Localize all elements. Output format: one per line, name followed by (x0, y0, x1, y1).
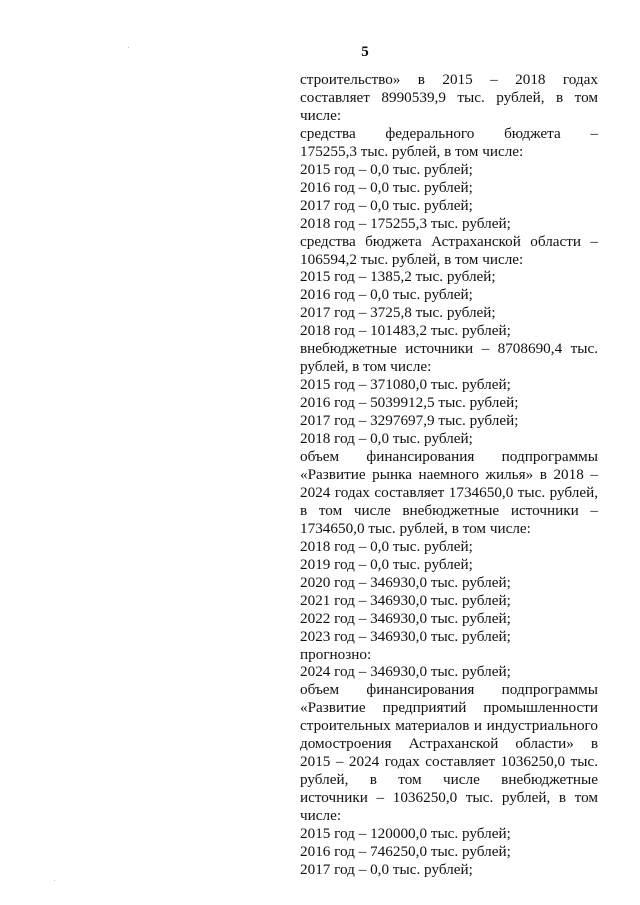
text-line: 106594,2 тыс. рублей, в том числе: (300, 250, 524, 268)
text-line: 1734650,0 тыс. рублей, в том числе: (300, 519, 531, 537)
text-line: объем финансирования подпрограммы (300, 448, 598, 466)
text-line: 2018 год – 0,0 тыс. рублей; (300, 537, 473, 555)
text-line: домостроения Астраханской области» в (300, 735, 598, 753)
text-line: 2022 год – 346930,0 тыс. рублей; (300, 609, 511, 627)
text-line: 2018 год – 175255,3 тыс. рублей; (300, 214, 511, 232)
text-line: «Развитие предприятий промышленности (300, 699, 598, 717)
text-line: 2024 год – 346930,0 тыс. рублей; (300, 663, 511, 681)
text-line: 175255,3 тыс. рублей, в том числе: (300, 142, 524, 160)
text-line: 2016 год – 0,0 тыс. рублей; (300, 286, 473, 304)
text-line: 2016 год – 0,0 тыс. рублей; (300, 178, 473, 196)
text-line: 2015 год – 0,0 тыс. рублей; (300, 160, 473, 178)
scan-dot-top (128, 47, 129, 48)
text-line: «Развитие рынка наемного жилья» в 2018 – (300, 465, 598, 483)
text-line: в том числе внебюджетные источники – (300, 501, 598, 519)
text-line: 2015 год – 1385,2 тыс. рублей; (300, 268, 496, 286)
text-line: 2016 год – 746250,0 тыс. рублей; (300, 842, 511, 860)
text-line: 2017 год – 0,0 тыс. рублей; (300, 860, 473, 878)
text-line: внебюджетные источники – 8708690,4 тыс. (300, 340, 598, 358)
text-line: 2020 год – 346930,0 тыс. рублей; (300, 573, 511, 591)
text-line: 2015 год – 120000,0 тыс. рублей; (300, 825, 511, 843)
text-line: строительных материалов и индустриального (300, 717, 598, 735)
text-line: 2018 год – 0,0 тыс. рублей; (300, 430, 473, 448)
text-line: источники – 1036250,0 тыс. рублей, в том (300, 789, 598, 807)
text-line: 2019 год – 0,0 тыс. рублей; (300, 555, 473, 573)
text-line: строительство» в 2015 – 2018 годах (300, 71, 598, 88)
text-line: 2016 год – 5039912,5 тыс. рублей; (300, 394, 519, 412)
text-line: 2017 год – 0,0 тыс. рублей; (300, 196, 473, 214)
text-line: средства бюджета Астраханской области – (300, 232, 598, 250)
text-line: 2015 год – 371080,0 тыс. рублей; (300, 376, 511, 394)
text-line: числе: (300, 106, 342, 124)
text-column (300, 71, 598, 879)
text-line: 2017 год – 3297697,9 тыс. рублей; (300, 412, 519, 430)
text-line: рублей, в том числе: (300, 358, 432, 376)
text-line: 2023 год – 346930,0 тыс. рублей; (300, 627, 511, 645)
text-line: объем финансирования подпрограммы (300, 681, 598, 699)
text-line: 2024 годах составляет 1734650,0 тыс. рублей, (300, 483, 598, 501)
text-line: 2021 год – 346930,0 тыс. рублей; (300, 591, 511, 609)
text-line: 2017 год – 3725,8 тыс. рублей; (300, 304, 496, 322)
page-number: 5 (361, 44, 369, 60)
text-line: прогнозно: (300, 645, 372, 663)
scan-dot-bottom (54, 880, 55, 881)
text-line: 2018 год – 101483,2 тыс. рублей; (300, 322, 511, 340)
text-line: рублей, в том числе внебюджетные (300, 771, 598, 789)
text-line: 2015 – 2024 годах составляет 1036250,0 тыс. (300, 753, 598, 771)
text-line: числе: (300, 807, 342, 825)
text-line: средства федерального бюджета – (300, 124, 598, 142)
text-line: составляет 8990539,9 тыс. рублей, в том (300, 88, 598, 106)
